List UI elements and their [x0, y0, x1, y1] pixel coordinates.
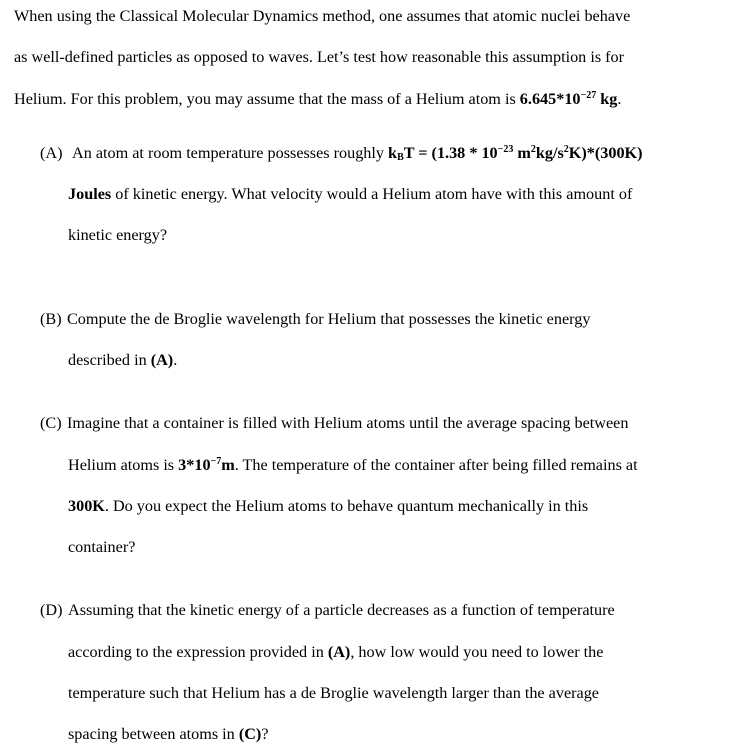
expr-kg: kg/s [535, 144, 564, 162]
question-c-text: Imagine that a container is filled with Helium atoms until the average spacing between [67, 414, 629, 432]
expr-m: m [513, 144, 531, 162]
mass-exponent: −27 [580, 90, 597, 101]
question-a-text: An atom at room temperature possesses roughly [72, 144, 389, 162]
question-c-line-2 [68, 455, 638, 475]
question-d-line-2-text: according to the expression provided in [68, 643, 328, 661]
question-d-line-2 [68, 642, 603, 662]
question-d-label: (D) [40, 601, 63, 619]
intro-line-3-text: Helium. For this problem, you may assume that the mass of a Helium atom is [14, 90, 520, 108]
question-b-line-2-text: described in [68, 351, 151, 369]
question-c-line-3 [68, 496, 588, 516]
question-a-line-2-text: of kinetic energy. What velocity would a Helium atom have with this amount of [111, 185, 633, 203]
question-b-period: . [173, 351, 178, 369]
intro-line-3 [14, 89, 621, 109]
question-c-line-4: container? [68, 538, 136, 556]
question-b-text: Compute the de Broglie wavelength for Helium that possesses the kinetic energy [67, 310, 591, 328]
question-d-line-4-text: spacing between atoms in [68, 725, 239, 743]
question-a-line-3: kinetic energy? [68, 226, 168, 244]
question-c-line-2-rest: . The temperature of the container after being filled remains at [234, 456, 638, 474]
expr-rest: K)*(300K) [568, 144, 643, 162]
kb-k: k [388, 144, 398, 162]
spacing-base: 3*10 [178, 456, 211, 474]
question-d-line-1 [40, 600, 615, 620]
intro-line-2: as well-defined particles as opposed to waves. Let’s test how reasonable this assumption is for [14, 48, 625, 66]
question-a-line-1 [40, 143, 643, 163]
question-b-ref-a: (A) [150, 351, 174, 369]
expr-exponent-3: 2 [563, 144, 569, 155]
expr-exponent-2: 2 [530, 144, 536, 155]
intro-period: . [617, 90, 622, 108]
mass-base: 6.645*10 [519, 90, 581, 108]
mass-unit: kg [596, 90, 618, 108]
question-d-question-mark: ? [261, 725, 269, 743]
helium-mass-value [520, 90, 618, 108]
question-d-ref-a: (A) [327, 643, 351, 661]
question-c-line-1 [40, 413, 628, 433]
question-b-line-1 [40, 309, 590, 329]
kbt-expression [388, 144, 642, 162]
question-d-text: Assuming that the kinetic energy of a particle decreases as a function of temperature [68, 601, 615, 619]
spacing-unit: m [221, 456, 235, 474]
question-d-ref-c: (C) [238, 725, 262, 743]
question-c-line-3-text: . Do you expect the Helium atoms to behave quantum mechanically in this [104, 497, 589, 515]
temperature-value: 300K [68, 497, 105, 515]
expr-exponent-1: −23 [497, 144, 514, 155]
question-c-line-2-text: Helium atoms is [68, 456, 179, 474]
intro-line-1: When using the Classical Molecular Dynamics method, one assumes that atomic nuclei behave [14, 7, 631, 25]
question-b-label: (B) [40, 310, 62, 328]
question-a-label: (A) [40, 144, 63, 162]
kb-subscript: B [397, 152, 404, 163]
spacing-exponent: −7 [210, 456, 222, 467]
question-b-line-2 [68, 350, 177, 370]
question-d-line-4 [68, 724, 269, 744]
spacing-value [178, 456, 235, 474]
joules-word: Joules [68, 185, 112, 203]
expr-main: T = (1.38 * 10 [403, 144, 498, 162]
question-c-label: (C) [40, 414, 62, 432]
question-d-line-2-rest: , how low would you need to lower the [350, 643, 604, 661]
question-a-line-2 [68, 184, 632, 204]
question-d-line-3: temperature such that Helium has a de Broglie wavelength larger than the average [68, 684, 599, 702]
